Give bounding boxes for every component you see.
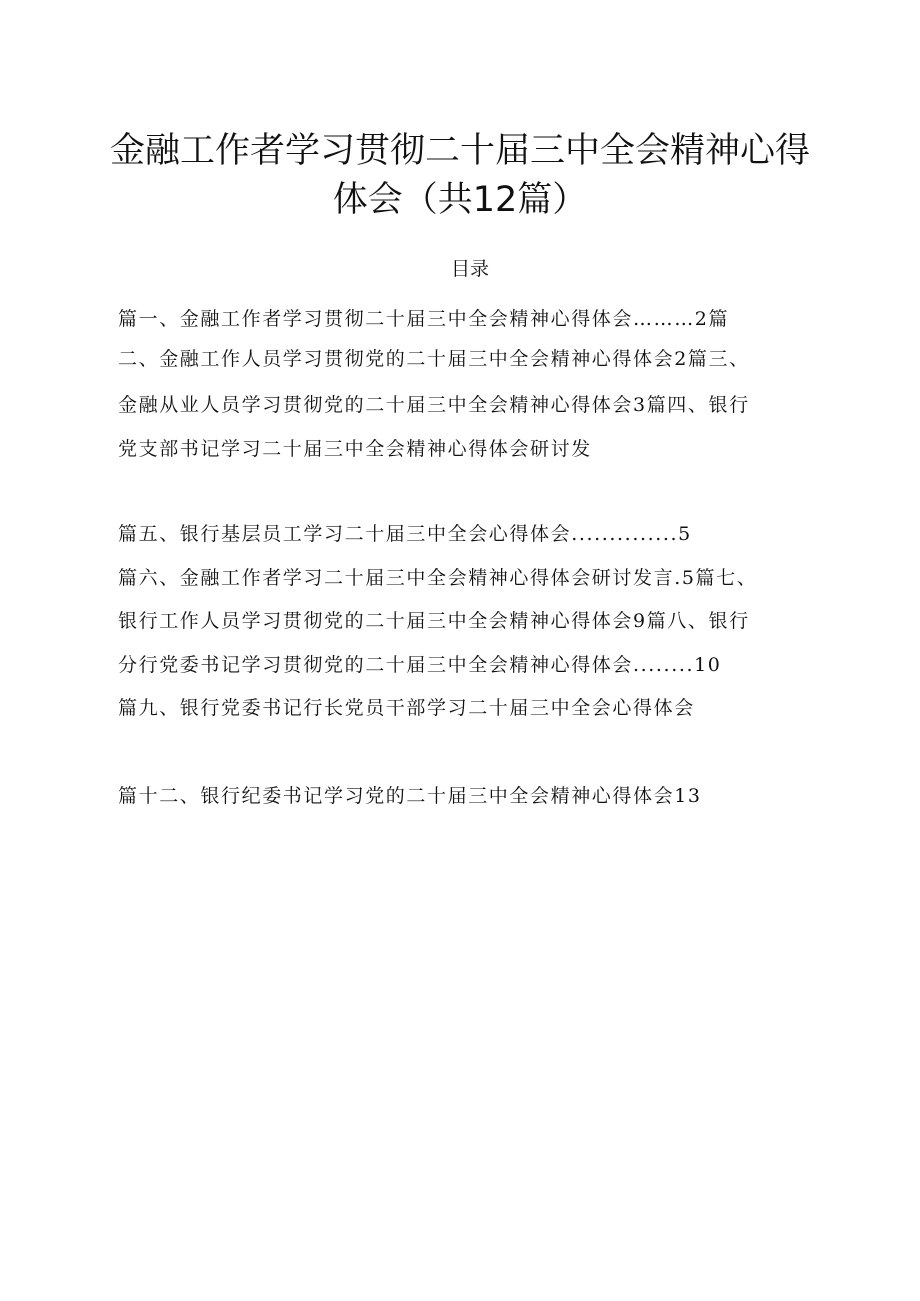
- document-title-line-1: 金融工作者学习贯彻二十届三中全会精神心得: [109, 131, 810, 171]
- toc-entry: 篇九、银行党委书记行长党员干部学习二十届三中全会心得体会: [118, 697, 695, 719]
- toc-entry: 分行党委书记学习贯彻党的二十届三中全会精神心得体会........10: [118, 654, 722, 676]
- toc-entry: 篇一、金融工作者学习贯彻二十届三中全会精神心得体会………2篇: [118, 308, 730, 330]
- document-title-line-2: 体会（共12篇）: [332, 180, 588, 220]
- toc-heading: 目录: [450, 258, 489, 280]
- toc-entry: 篇六、金融工作者学习二十届三中全会精神心得体会研讨发言.5篇七、: [118, 567, 758, 589]
- toc-entry: 篇五、银行基层员工学习二十届三中全会心得体会..............5: [118, 523, 692, 545]
- toc-entry: 党支部书记学习二十届三中全会精神心得体会研讨发: [118, 438, 592, 460]
- toc-entry: 篇十二、银行纪委书记学习党的二十届三中全会精神心得体会13: [118, 785, 702, 807]
- toc-entry: 金融从业人员学习贯彻党的二十届三中全会精神心得体会3篇四、银行: [118, 394, 750, 416]
- toc-entry: 银行工作人员学习贯彻党的二十届三中全会精神心得体会9篇八、银行: [118, 610, 750, 632]
- toc-entry: 二、金融工作人员学习贯彻党的二十届三中全会精神心得体会2篇三、: [118, 348, 750, 370]
